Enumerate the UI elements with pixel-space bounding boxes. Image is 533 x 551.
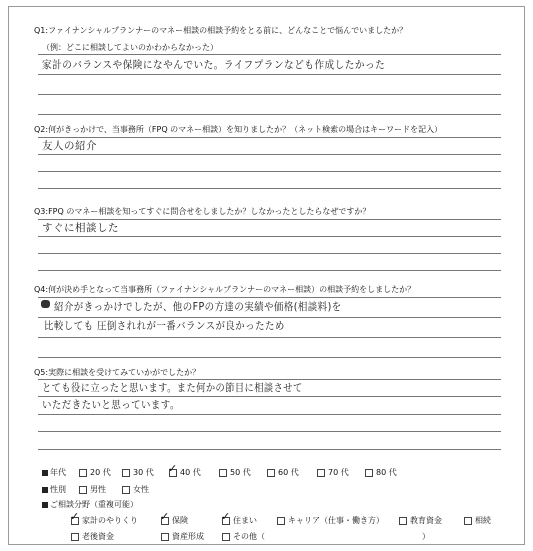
field-label: ご相談分野（重複可能） [50, 500, 138, 509]
checkbox-icon[interactable] [317, 469, 325, 477]
checkbox-icon[interactable] [79, 486, 87, 494]
q3-question: Q3:FPQ のマネー相談を知ってすぐに問合せをしましたか？しなかったとしたらなぜですか？ [34, 207, 371, 216]
age-row [42, 467, 66, 478]
q5-answer-line1: とても役に立ったと思います。また何かの節目に相談させて [42, 382, 303, 394]
bullet-square-icon [42, 470, 48, 476]
checkbox-icon[interactable] [277, 517, 285, 525]
age-option-40[interactable]: ✓ 40 代 [169, 467, 201, 478]
q1-answer-box[interactable] [38, 54, 501, 114]
checkbox-checked-icon[interactable] [71, 517, 79, 525]
age-option-30[interactable]: 30 代 [122, 467, 154, 478]
checkbox-icon[interactable] [122, 486, 130, 494]
field-option-other[interactable]: その他（ [222, 531, 265, 542]
q2-answer-box[interactable] [38, 137, 501, 188]
age-label: 年代 [50, 468, 66, 477]
checkbox-checked-icon[interactable] [161, 517, 169, 525]
field-row [42, 499, 138, 510]
bullet-square-icon [42, 487, 48, 493]
q4-answer-box[interactable] [38, 297, 501, 357]
q1-example: （例：どこに相談してよいのかわからなかった） [42, 43, 218, 52]
checkbox-icon[interactable] [79, 469, 87, 477]
q3-answer-text: すぐに相談した [42, 222, 119, 234]
q2-answer-text: 友人の紹介 [42, 140, 97, 152]
field-option-household[interactable]: ✓家計のやりくり [71, 515, 138, 526]
gender-option-female[interactable]: 女性 [122, 484, 149, 495]
bullet-square-icon [42, 502, 48, 508]
field-option-retirement[interactable]: 老後資金 [71, 531, 114, 542]
q1-question: Q1:ファイナンシャルプランナーのマネー相談の相談予約をとる前に、どんなことで悩んでいましたか？ [34, 26, 408, 35]
checkbox-icon[interactable] [267, 469, 275, 477]
checkbox-icon[interactable] [122, 469, 130, 477]
checkbox-icon[interactable] [161, 533, 169, 541]
gender-option-male[interactable]: 男性 [79, 484, 106, 495]
q4-answer-line2: 比較しても 圧倒されれが一番バランスが良かったため [44, 320, 285, 332]
survey-sheet [8, 6, 525, 545]
field-option-inheritance[interactable]: 相続 [464, 515, 491, 526]
age-option-70[interactable]: 70 代 [317, 467, 349, 478]
gender-label: 性別 [50, 485, 66, 494]
checkbox-icon[interactable] [71, 533, 79, 541]
checkbox-icon[interactable] [365, 469, 373, 477]
checkbox-icon[interactable] [464, 517, 472, 525]
checkbox-icon[interactable] [399, 517, 407, 525]
field-option-career[interactable]: キャリア（仕事・働き方） [277, 515, 384, 526]
ink-blot [41, 300, 50, 308]
checkbox-icon[interactable] [219, 469, 227, 477]
field-option-insurance[interactable]: ✓ 保険 [161, 515, 188, 526]
gender-row [42, 484, 66, 495]
age-option-80[interactable]: 80 代 [365, 467, 397, 478]
q5-answer-line2: いただきたいと思っています。 [42, 399, 180, 411]
q1-answer-text: 家計のバランスや保険になやんでいた。ライフプランなども作成したかった [42, 59, 386, 71]
age-option-50[interactable]: 50 代 [219, 467, 251, 478]
q3-answer-box[interactable] [38, 219, 501, 270]
checkbox-checked-icon[interactable] [222, 517, 230, 525]
age-option-60[interactable]: 60 代 [267, 467, 299, 478]
q4-answer-line1: 紹介がきっかけでしたが、他のFPの方達の実績や価格(相談料)を [54, 301, 342, 313]
other-close-paren: ） [422, 532, 430, 541]
checkbox-checked-icon[interactable] [169, 469, 177, 477]
field-option-education[interactable]: 教育資金 [399, 515, 442, 526]
q5-answer-box[interactable] [38, 379, 501, 449]
field-option-asset[interactable]: 資産形成 [161, 531, 204, 542]
checkbox-icon[interactable] [222, 533, 230, 541]
q2-question: Q2:何がきっかけで、当事務所（FPQ のマネー相談）を知りましたか？（ネット検索の場合はキーワードを記入） [34, 125, 443, 134]
q4-question: Q4:何が決め手となって当事務所（ファイナンシャルプランナーのマネー相談）の相談予約をしましたか？ [34, 285, 416, 294]
field-option-housing[interactable]: ✓ 住まい [222, 515, 257, 526]
age-option-20[interactable]: 20 代 [79, 467, 111, 478]
q5-question: Q5:実際に相談を受けてみていかがでしたか？ [34, 368, 201, 377]
